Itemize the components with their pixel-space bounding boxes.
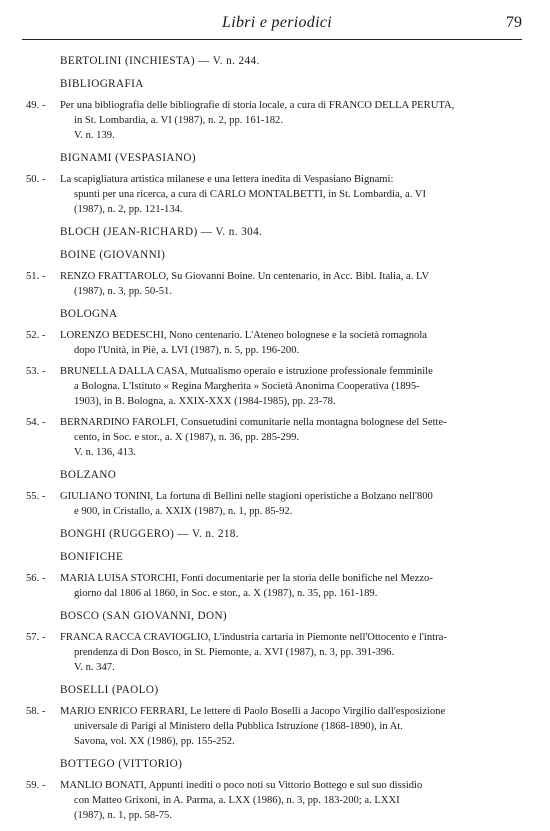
page-number: 79 bbox=[506, 14, 522, 31]
entry-number: 51. - bbox=[26, 271, 46, 282]
bibliography-entry bbox=[26, 98, 526, 143]
entry-line: Per una bibliografia delle bibliografie di storia locale, a cura di FRANCO DELLA PERUTA, bbox=[60, 100, 455, 111]
section-heading: BOINE (GIOVANNI) bbox=[60, 249, 166, 261]
bibliography-entry bbox=[26, 571, 526, 601]
entry-line: Savona, vol. XX (1986), pp. 155-252. bbox=[74, 736, 235, 747]
entry-line: a Bologna. L'Istituto « Regina Margherita » Società Anonima Cooperativa (1895- bbox=[74, 381, 420, 392]
entry-number: 56. - bbox=[26, 573, 46, 584]
entry-line: V. n. 139. bbox=[74, 130, 115, 141]
entry-line: giorno dal 1806 al 1860, in Soc. e stor., a. X (1987), n. 35, pp. 161-189. bbox=[74, 588, 378, 599]
section-heading: BIBLIOGRAFIA bbox=[60, 78, 144, 90]
section-heading: BOSCO (SAN GIOVANNI, DON) bbox=[60, 610, 228, 622]
bibliography-entry bbox=[26, 778, 526, 823]
entry-line: RENZO FRATTAROLO, Su Giovanni Boine. Un centenario, in Acc. Bibl. Italia, a. LV bbox=[60, 271, 430, 282]
entry-line: MARIO ENRICO FERRARI, Le lettere di Paolo Boselli a Jacopo Virgilio dall'esposizione bbox=[60, 706, 446, 717]
entry-line: (1987), n. 1, pp. 58-75. bbox=[74, 810, 172, 821]
entry-line: cento, in Soc. e stor., a. X (1987), n. 36, pp. 285-299. bbox=[74, 432, 300, 443]
header-rule bbox=[22, 39, 522, 40]
entry-line: MANLIO BONATI, Appunti inediti o poco noti su Vittorio Bottego e sul suo dissidio bbox=[60, 780, 423, 791]
entry-line: LORENZO BEDESCHI, Nono centenario. L'Ateneo bolognese e la società romagnola bbox=[60, 330, 427, 341]
running-header bbox=[22, 14, 522, 36]
entry-line: FRANCA RACCA CRAVIOGLIO, L'industria cartaria in Piemonte nell'Ottocento e l'intra- bbox=[60, 632, 447, 643]
entry-number: 50. - bbox=[26, 174, 46, 185]
section-heading: BONGHI (RUGGERO) — V. n. 218. bbox=[60, 528, 240, 540]
bibliography-entry bbox=[26, 172, 526, 217]
entry-number: 53. - bbox=[26, 366, 46, 377]
entry-line: BERNARDINO FAROLFI, Consuetudini comunitarie nella montagna bolognese del Sette- bbox=[60, 417, 447, 428]
entry-number: 55. - bbox=[26, 491, 46, 502]
entry-number: 52. - bbox=[26, 330, 46, 341]
entry-line: e 900, in Cristallo, a. XXIX (1987), n. 1, pp. 85-92. bbox=[74, 506, 293, 517]
entry-line: prendenza di Don Bosco, in St. Piemonte, a. XVI (1987), n. 3, pp. 391-396. bbox=[74, 647, 395, 658]
section-heading: BOLZANO bbox=[60, 469, 117, 481]
bibliography-entry bbox=[26, 364, 526, 409]
bibliography-entry bbox=[26, 630, 526, 675]
section-heading: BOTTEGO (VITTORIO) bbox=[60, 758, 183, 770]
section-heading: BONIFICHE bbox=[60, 551, 124, 563]
entry-line: V. n. 347. bbox=[74, 662, 115, 673]
entry-number: 57. - bbox=[26, 632, 46, 643]
entry-line: MARIA LUISA STORCHI, Fonti documentarie per la storia delle bonifiche nel Mezzo- bbox=[60, 573, 433, 584]
section-heading: BOLOGNA bbox=[60, 308, 118, 320]
entry-line: V. n. 136, 413. bbox=[74, 447, 136, 458]
bibliography-entry bbox=[26, 415, 526, 460]
entry-line: La scapigliatura artistica milanese e una lettera inedita di Vespasiano Bignami: bbox=[60, 174, 394, 185]
bibliography-entry bbox=[26, 489, 526, 519]
running-title: Libri e periodici bbox=[222, 14, 332, 31]
entry-line: (1987), n. 2, pp. 121-134. bbox=[74, 204, 183, 215]
section-heading: BLOCH (JEAN-RICHARD) — V. n. 304. bbox=[60, 226, 263, 238]
entry-line: GIULIANO TONINI, La fortuna di Bellini nelle stagioni operistiche a Bolzano nell'800 bbox=[60, 491, 433, 502]
entry-line: in St. Lombardia, a. VI (1987), n. 2, pp. 161-182. bbox=[74, 115, 284, 126]
entry-line: dopo l'Unità, in Piè, a. LVI (1987), n. 5, pp. 196-200. bbox=[74, 345, 300, 356]
bibliography-list bbox=[26, 54, 526, 829]
entry-line: 1903), in B. Bologna, a. XXIX-XXX (1984-1985), pp. 23-78. bbox=[74, 396, 336, 407]
entry-number: 49. - bbox=[26, 100, 46, 111]
bibliography-entry bbox=[26, 328, 526, 358]
section-heading: BIGNAMI (VESPASIANO) bbox=[60, 152, 196, 164]
bibliography-entry bbox=[26, 704, 526, 749]
entry-line: BRUNELLA DALLA CASA, Mutualismo operaio e istruzione professionale femminile bbox=[60, 366, 433, 377]
entry-number: 58. - bbox=[26, 706, 46, 717]
entry-number: 54. - bbox=[26, 417, 46, 428]
section-heading: BERTOLINI (INCHIESTA) — V. n. 244. bbox=[60, 55, 260, 67]
entry-line: con Matteo Grixoni, in A. Parma, a. LXX (1986), n. 3, pp. 183-200; a. LXXI bbox=[74, 795, 400, 806]
section-heading: BOSELLI (PAOLO) bbox=[60, 684, 159, 696]
entry-line: universale di Parigi al Ministero della Pubblica Istruzione (1868-1890), in At. bbox=[74, 721, 403, 732]
entry-line: (1987), n. 3, pp. 50-51. bbox=[74, 286, 172, 297]
entry-line: spunti per una ricerca, a cura di CARLO MONTALBETTI, in St. Lombardia, a. VI bbox=[74, 189, 426, 200]
bibliography-entry bbox=[26, 269, 526, 299]
entry-number: 59. - bbox=[26, 780, 46, 791]
